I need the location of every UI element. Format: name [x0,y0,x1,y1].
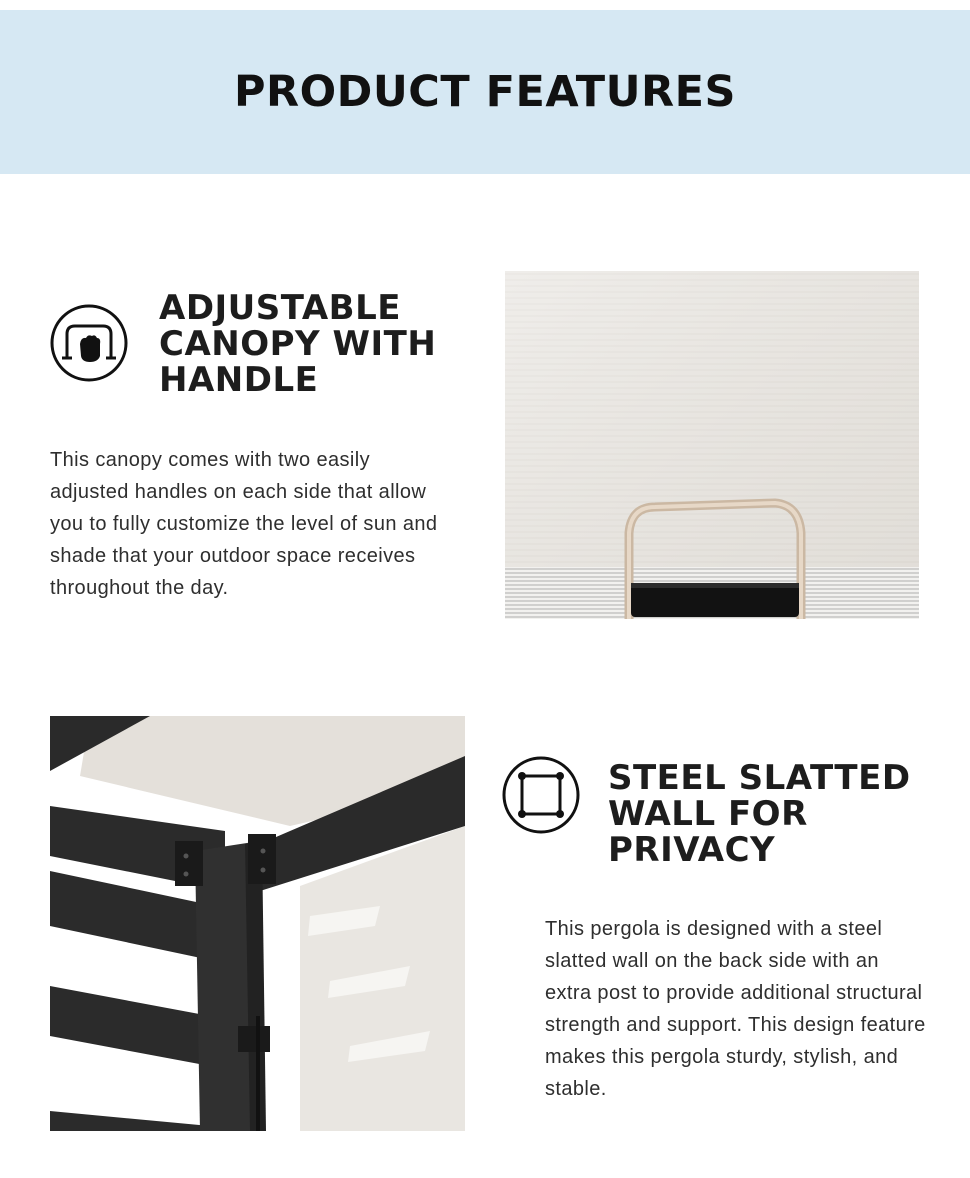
feature-description-canopy: This canopy comes with two easily adjusted handles on each side that allow you to fully customize the level of sun and shade that your outdoor space receives throughout the day. [50,449,438,599]
feature-title-line: HANDLE [159,360,319,400]
feature-title-line: STEEL SLATTED [608,758,911,798]
feature-title-line: PRIVACY [608,830,776,870]
feature-title-line: ADJUSTABLE [159,288,401,328]
slatted-wall-icon [502,756,580,834]
feature-title-canopy [159,290,436,398]
canopy-handle-icon [50,304,128,382]
feature-title-line: CANOPY WITH [159,324,437,364]
feature-title-slatted-wall [608,760,911,868]
slatted-wall-photo [50,716,465,1131]
header-banner [0,10,970,174]
page-title: PRODUCT FEATURES [233,67,737,117]
feature-description-slatted-wall: This pergola is designed with a steel slatted wall on the back side with an extra post to provide additional structural strength and support. This design feature makes this pergola sturdy, stylish, and stable. [545,918,926,1100]
feature-title-line: WALL FOR [608,794,808,834]
canopy-handle-photo [505,271,919,619]
